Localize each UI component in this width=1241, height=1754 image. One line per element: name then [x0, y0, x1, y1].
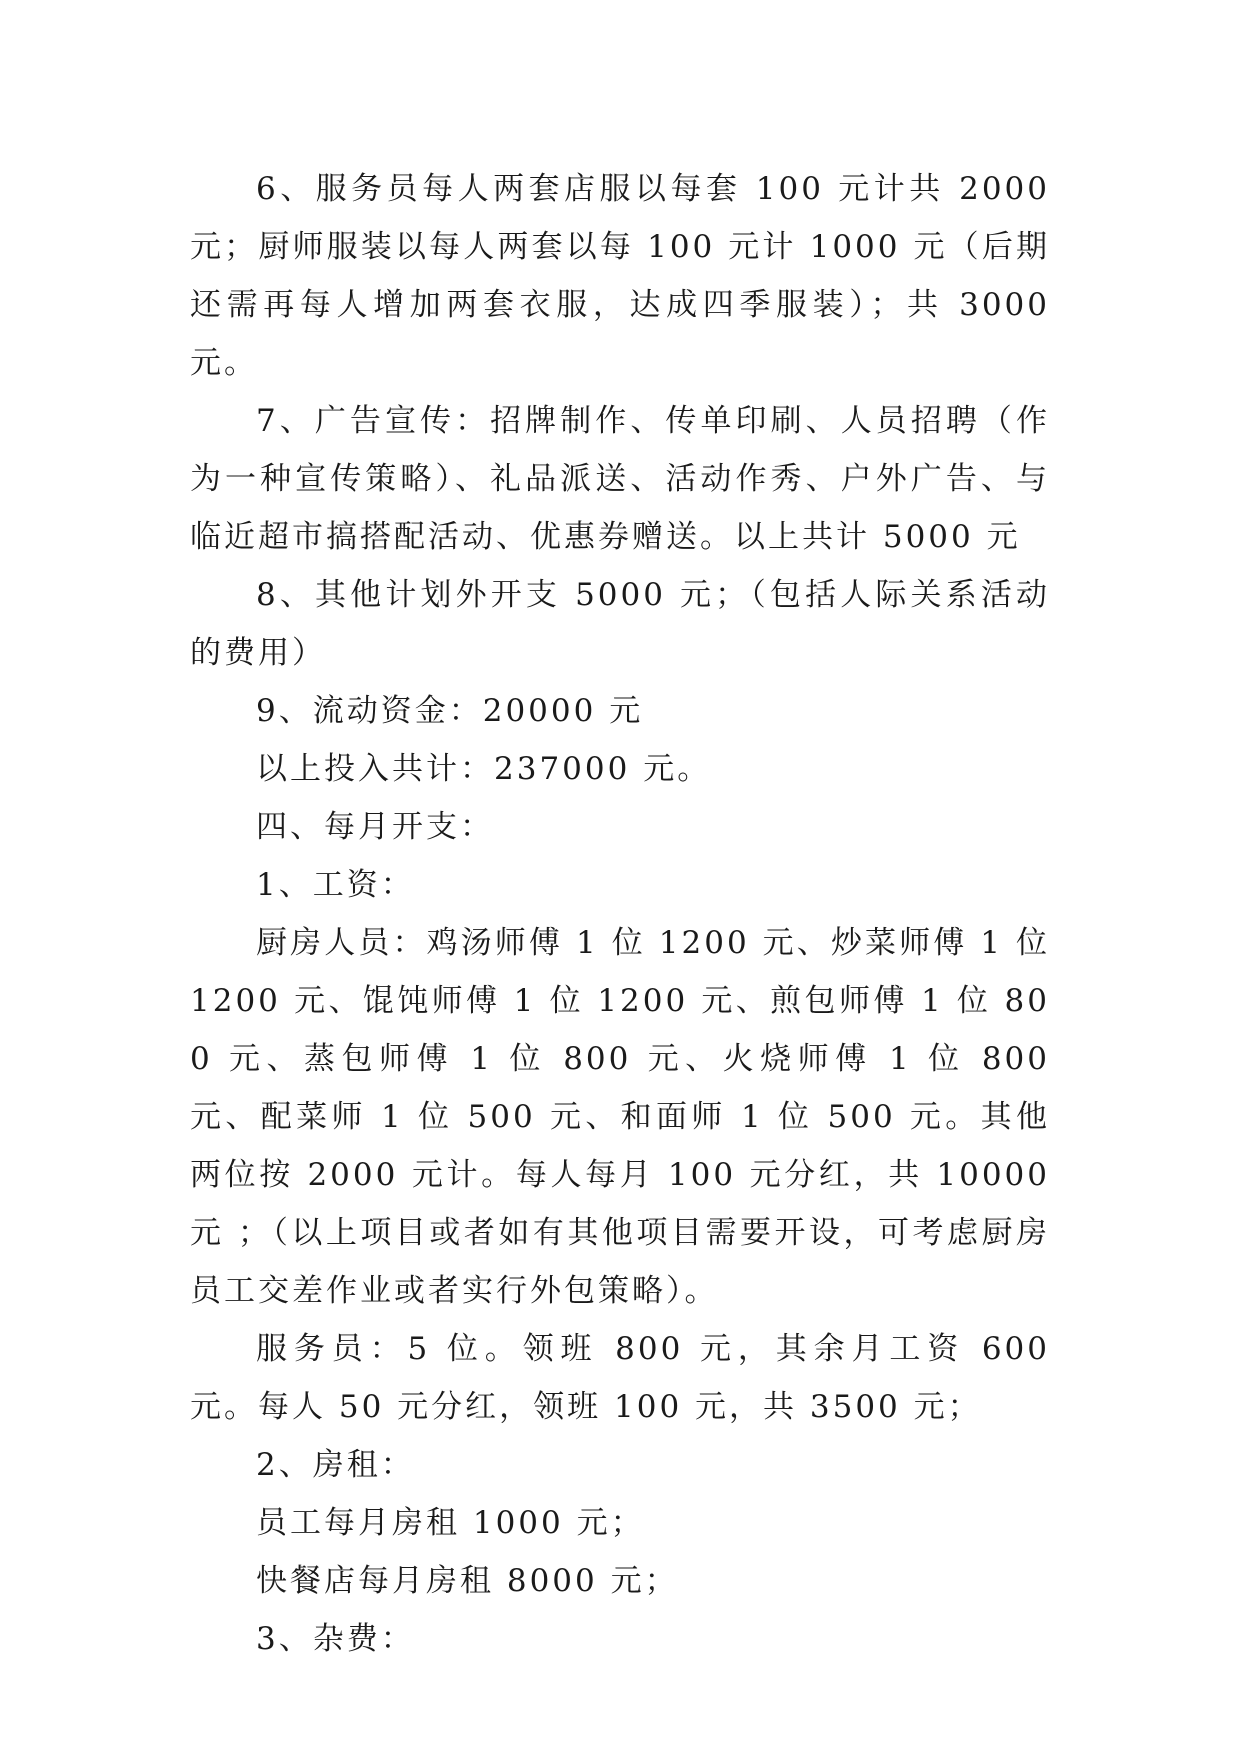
document-body	[190, 160, 1050, 1668]
section-heading-monthly-expenses: 四、每月开支：	[256, 809, 494, 845]
subheading-wages: 1、工资：	[256, 867, 415, 903]
subheading-rent: 2、房租：	[256, 1447, 415, 1483]
paragraph-uniform-costs: 6、服务员每人两套店服以每套 100 元计共 2000 元；厨师服装以每人两套以每 100 元计 1000 元（后期还需再每人增加两套衣服，达成四季服装）；共 3000 元。	[190, 171, 1050, 381]
paragraph-other-expenses: 8、其他计划外开支 5000 元；（包括人际关系活动的费用）	[190, 577, 1050, 671]
paragraph-restaurant-rent: 快餐店每月房租 8000 元；	[256, 1563, 679, 1599]
paragraph-working-capital: 9、流动资金：20000 元	[256, 693, 644, 729]
paragraph-staff-rent: 员工每月房租 1000 元；	[256, 1505, 645, 1541]
paragraph-waiters: 服务员：5 位。领班 800 元，其余月工资 600 元。每人 50 元分红，领班 100 元，共 3500 元；	[190, 1331, 1050, 1425]
subheading-misc-fees: 3、杂费：	[256, 1621, 415, 1657]
paragraph-advertising: 7、广告宣传：招牌制作、传单印刷、人员招聘（作为一种宣传策略）、礼品派送、活动作秀、户外广告、与临近超市搞搭配活动、优惠券赠送。以上共计 5000 元	[190, 403, 1050, 555]
paragraph-kitchen-staff: 厨房人员：鸡汤师傅 1 位 1200 元、炒菜师傅 1 位 1200 元、馄饨师傅 1 位 1200 元、煎包师傅 1 位 800 元、蒸包师傅 1 位 800 元、火烧师傅 1 位 800 元、配菜师 1 位 500 元、和面师 1 位 500 元。其他两位按 2000 元计。每人每月 100 元分红，共 10000 元 ；（以上项目或者如有其他项目需要开设，可考虑厨房员工交差作业或者实行外包策略）。	[190, 925, 1050, 1309]
paragraph-total-investment: 以上投入共计：237000 元。	[256, 751, 712, 787]
